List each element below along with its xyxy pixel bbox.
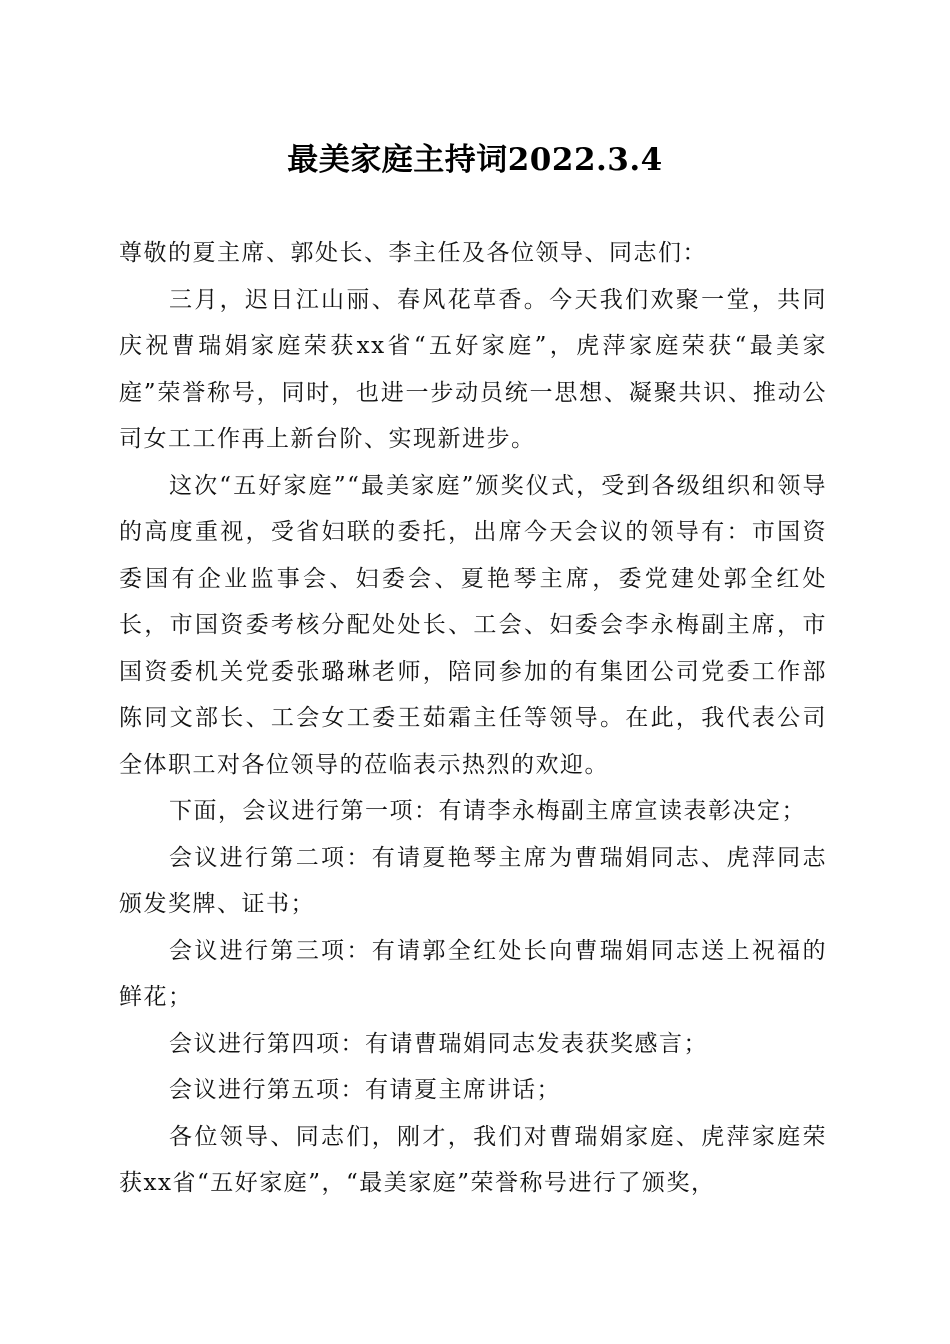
paragraph-closing: 各位领导、同志们，刚才，我们对曹瑞娟家庭、虎萍家庭荣获xx省“五好家庭”，“最美家庭”荣誉称号进行了颁奖，	[119, 1123, 827, 1196]
paragraph-item-1: 下面，会议进行第一项：有请李永梅副主席宣读表彰决定；	[169, 798, 806, 824]
paragraph-guests: 这次“五好家庭”“最美家庭”颁奖仪式，受到各级组织和领导的高度重视，受省妇联的委托，出席今天会议的领导有：市国资委国有企业监事会、妇委会、夏艳琴主席，委党建处郭全红处长，市国资委考核分配处处长、工会、妇委会李永梅副主席，市国资委机关党委张璐琳老师，陪同参加的有集团公司党委工作部陈同文部长、工会女工委王茹霜主任等领导。在此，我代表公司全体职工对各位领导的莅临表示热烈的欢迎。	[119, 472, 827, 778]
document-title: 最美家庭主持词2022.3.4	[287, 142, 663, 178]
paragraph-salutation: 尊敬的夏主席、郭处长、李主任及各位领导、同志们：	[119, 240, 707, 266]
paragraph-item-4: 会议进行第四项：有请曹瑞娟同志发表获奖感言；	[169, 1030, 708, 1057]
paragraph-item-3: 会议进行第三项：有请郭全红处长向曹瑞娟同志送上祝福的鲜花；	[119, 937, 827, 1010]
paragraph-item-2: 会议进行第二项：有请夏艳琴主席为曹瑞娟同志、虎萍同志颁发奖牌、证书；	[119, 844, 827, 917]
document-body	[119, 230, 827, 1207]
paragraph-item-5: 会议进行第五项：有请夏主席讲话；	[169, 1077, 561, 1103]
paragraph-opening: 三月，迟日江山丽、春风花草香。今天我们欢聚一堂，共同庆祝曹瑞娟家庭荣获xx省“五好家庭”，虎萍家庭荣获“最美家庭”荣誉称号，同时，也进一步动员统一思想、凝聚共识、推动公司女工工作再上新台阶、实现新进步。	[119, 286, 827, 452]
